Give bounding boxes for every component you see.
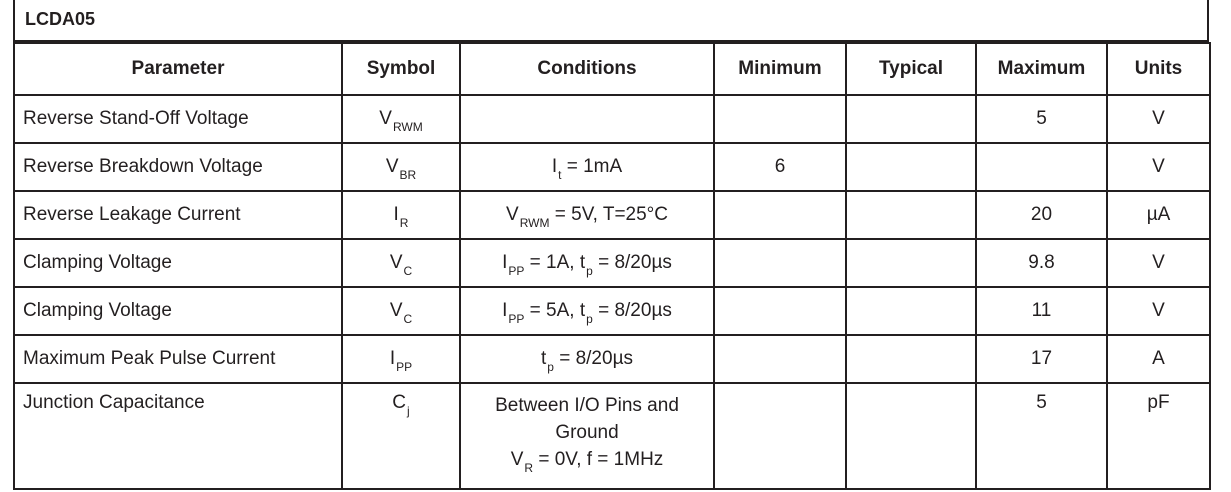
cell-maximum: 11 [976,287,1107,335]
symbol-subscript: R [399,216,409,230]
header-minimum: Minimum [714,43,846,95]
cell-units: V [1107,239,1210,287]
symbol-base: V [389,252,403,273]
condition-base: I [502,300,508,321]
cell-symbol [342,191,460,239]
symbol-subscript: C [403,264,413,278]
header-conditions: Conditions [460,43,714,95]
condition-base: I [551,156,558,177]
cell-units: V [1107,95,1210,143]
cell-units: pF [1107,383,1210,489]
condition-base: t [540,348,547,369]
table-title-bar [13,0,1209,42]
table-row [14,335,1210,383]
cell-units: µA [1107,191,1210,239]
condition-text: = 0V, f = 1MHz [533,449,664,470]
symbol-base: C [392,392,407,413]
symbol-subscript: RWM [392,120,423,134]
table-row [14,287,1210,335]
condition-text: = 5V, T=25°C [549,204,668,225]
cell-minimum: 6 [714,143,846,191]
cell-symbol [342,143,460,191]
table-row [14,143,1210,191]
cell-typical [846,335,976,383]
cell-typical [846,95,976,143]
condition-subscript: R [524,461,534,475]
header-maximum: Maximum [976,43,1107,95]
cell-symbol [342,383,460,489]
cell-conditions [460,143,714,191]
header-symbol: Symbol [342,43,460,95]
condition-text: = 8/20µs [553,348,634,369]
condition-text: = 1mA [561,156,623,177]
cell-minimum [714,287,846,335]
cell-minimum [714,95,846,143]
cell-symbol [342,95,460,143]
cell-symbol [342,335,460,383]
symbol-base: V [385,156,399,177]
table-row [14,239,1210,287]
cell-parameter: Reverse Breakdown Voltage [14,143,342,191]
table-row [14,95,1210,143]
cell-minimum [714,191,846,239]
header-row [14,43,1210,95]
cell-maximum: 5 [976,383,1107,489]
condition-base: V [506,204,519,225]
table-row [14,383,1210,489]
condition-text: = 5A, t [524,300,586,321]
cell-minimum [714,335,846,383]
header-parameter: Parameter [14,43,342,95]
condition-subscript: t [558,168,562,182]
condition-text-2: = 8/20µs [592,300,672,321]
condition-line-3 [461,446,713,475]
cell-parameter: Junction Capacitance [14,383,342,489]
condition-base: V [510,449,524,470]
condition-subscript: RWM [519,216,550,230]
symbol-subscript: j [407,404,410,418]
condition-line-1: Between I/O Pins and [495,395,679,416]
cell-units: A [1107,335,1210,383]
symbol-subscript: BR [399,168,417,182]
condition-subscript: PP [508,312,525,326]
cell-conditions [460,239,714,287]
cell-parameter: Maximum Peak Pulse Current [14,335,342,383]
cell-minimum [714,239,846,287]
header-typical: Typical [846,43,976,95]
symbol-base: V [379,108,392,129]
cell-typical [846,191,976,239]
symbol-base: I [393,204,399,225]
symbol-base: I [389,348,396,369]
symbol-base: V [389,300,403,321]
cell-parameter: Clamping Voltage [14,239,342,287]
table-row [14,191,1210,239]
cell-conditions [460,383,714,489]
condition-base: I [502,252,508,273]
cell-symbol [342,239,460,287]
cell-parameter: Clamping Voltage [14,287,342,335]
condition-text: = 1A, t [524,252,586,273]
condition-subscript: PP [508,264,525,278]
table-title: LCDA05 [25,9,96,29]
cell-conditions [460,335,714,383]
cell-parameter: Reverse Leakage Current [14,191,342,239]
cell-maximum: 17 [976,335,1107,383]
cell-typical [846,143,976,191]
electrical-characteristics-table [13,42,1211,490]
cell-typical [846,287,976,335]
cell-minimum [714,383,846,489]
cell-units: V [1107,143,1210,191]
cell-maximum [976,143,1107,191]
header-units: Units [1107,43,1210,95]
cell-typical [846,239,976,287]
symbol-subscript: C [403,312,413,326]
cell-maximum: 20 [976,191,1107,239]
symbol-subscript: PP [396,360,413,374]
cell-units: V [1107,287,1210,335]
cell-typical [846,383,976,489]
cell-symbol [342,287,460,335]
cell-parameter: Reverse Stand-Off Voltage [14,95,342,143]
condition-text-2: = 8/20µs [592,252,672,273]
condition-subscript: p [547,360,554,374]
cell-conditions [460,191,714,239]
condition-line-2: Ground [555,422,619,443]
cell-maximum: 5 [976,95,1107,143]
cell-maximum: 9.8 [976,239,1107,287]
condition-subscript-2: p [586,264,593,278]
cell-conditions [460,95,714,143]
condition-subscript-2: p [586,312,593,326]
cell-conditions [460,287,714,335]
